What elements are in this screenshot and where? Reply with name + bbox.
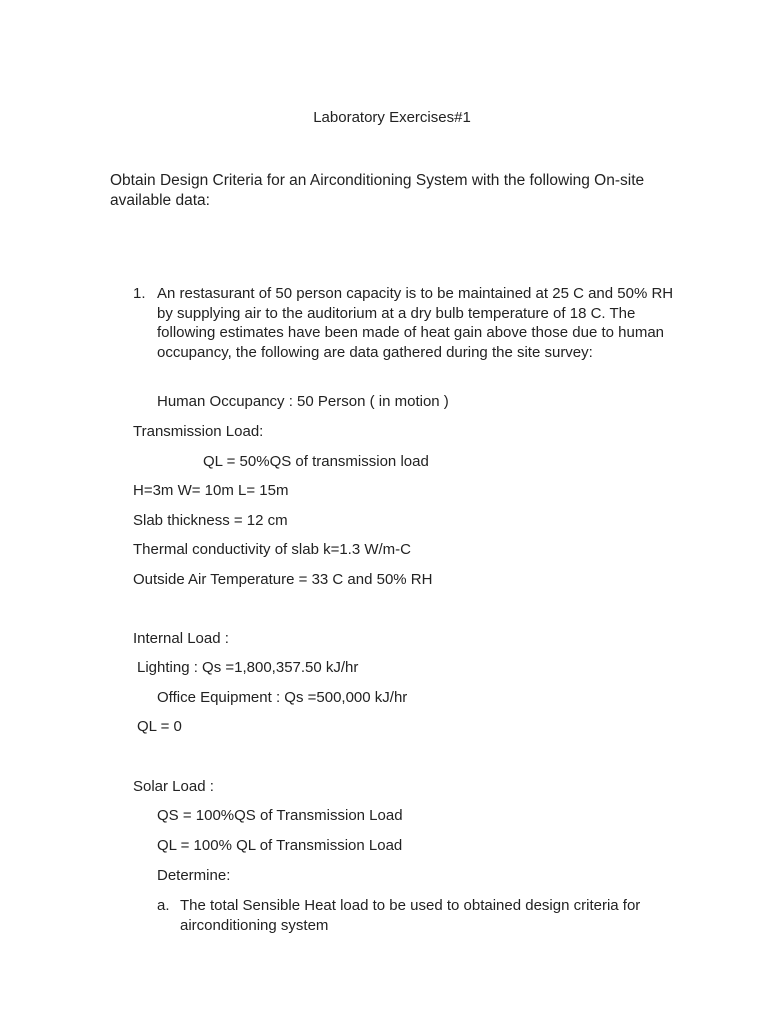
thermal-conductivity-line: Thermal conductivity of slab k=1.3 W/m-C bbox=[133, 541, 412, 558]
transmission-ql-line: QL = 50%QS of transmission load bbox=[203, 453, 429, 470]
intro-paragraph: Obtain Design Criteria for an Airconditioning System with the following On-site available data: bbox=[110, 172, 645, 209]
dimensions-line: H=3m W= 10m L= 15m bbox=[133, 482, 289, 499]
list-item-number: 1. bbox=[133, 285, 146, 302]
slab-thickness-line: Slab thickness = 12 cm bbox=[133, 512, 288, 529]
solar-ql-line: QL = 100% QL of Transmission Load bbox=[157, 837, 403, 854]
problem-statement: An restasurant of 50 person capacity is to be maintained at 25 C and 50% RH by supplying air to the auditorium at a dry bulb temperature of 18 C. The following estimates have been made of heat gain above those due to human occupancy, the following are data gathered during the site survey: bbox=[157, 285, 674, 361]
sub-item-letter: a. bbox=[157, 897, 170, 914]
sub-item-text: The total Sensible Heat load to be used to obtained design criteria for airconditioning system bbox=[180, 897, 641, 934]
solar-load-heading: Solar Load : bbox=[133, 778, 214, 795]
page-title: Laboratory Exercises#1 bbox=[313, 109, 471, 126]
office-equipment-line: Office Equipment : Qs =500,000 kJ/hr bbox=[157, 689, 408, 706]
human-occupancy-line: Human Occupancy : 50 Person ( in motion ) bbox=[157, 393, 449, 410]
internal-load-heading: Internal Load : bbox=[133, 630, 229, 647]
internal-ql-line: QL = 0 bbox=[137, 718, 182, 735]
solar-qs-line: QS = 100%QS of Transmission Load bbox=[157, 807, 403, 824]
transmission-load-heading: Transmission Load: bbox=[133, 423, 264, 440]
lighting-line: Lighting : Qs =1,800,357.50 kJ/hr bbox=[137, 659, 359, 676]
determine-heading: Determine: bbox=[157, 867, 231, 884]
outside-air-line: Outside Air Temperature = 33 C and 50% RH bbox=[133, 571, 433, 588]
